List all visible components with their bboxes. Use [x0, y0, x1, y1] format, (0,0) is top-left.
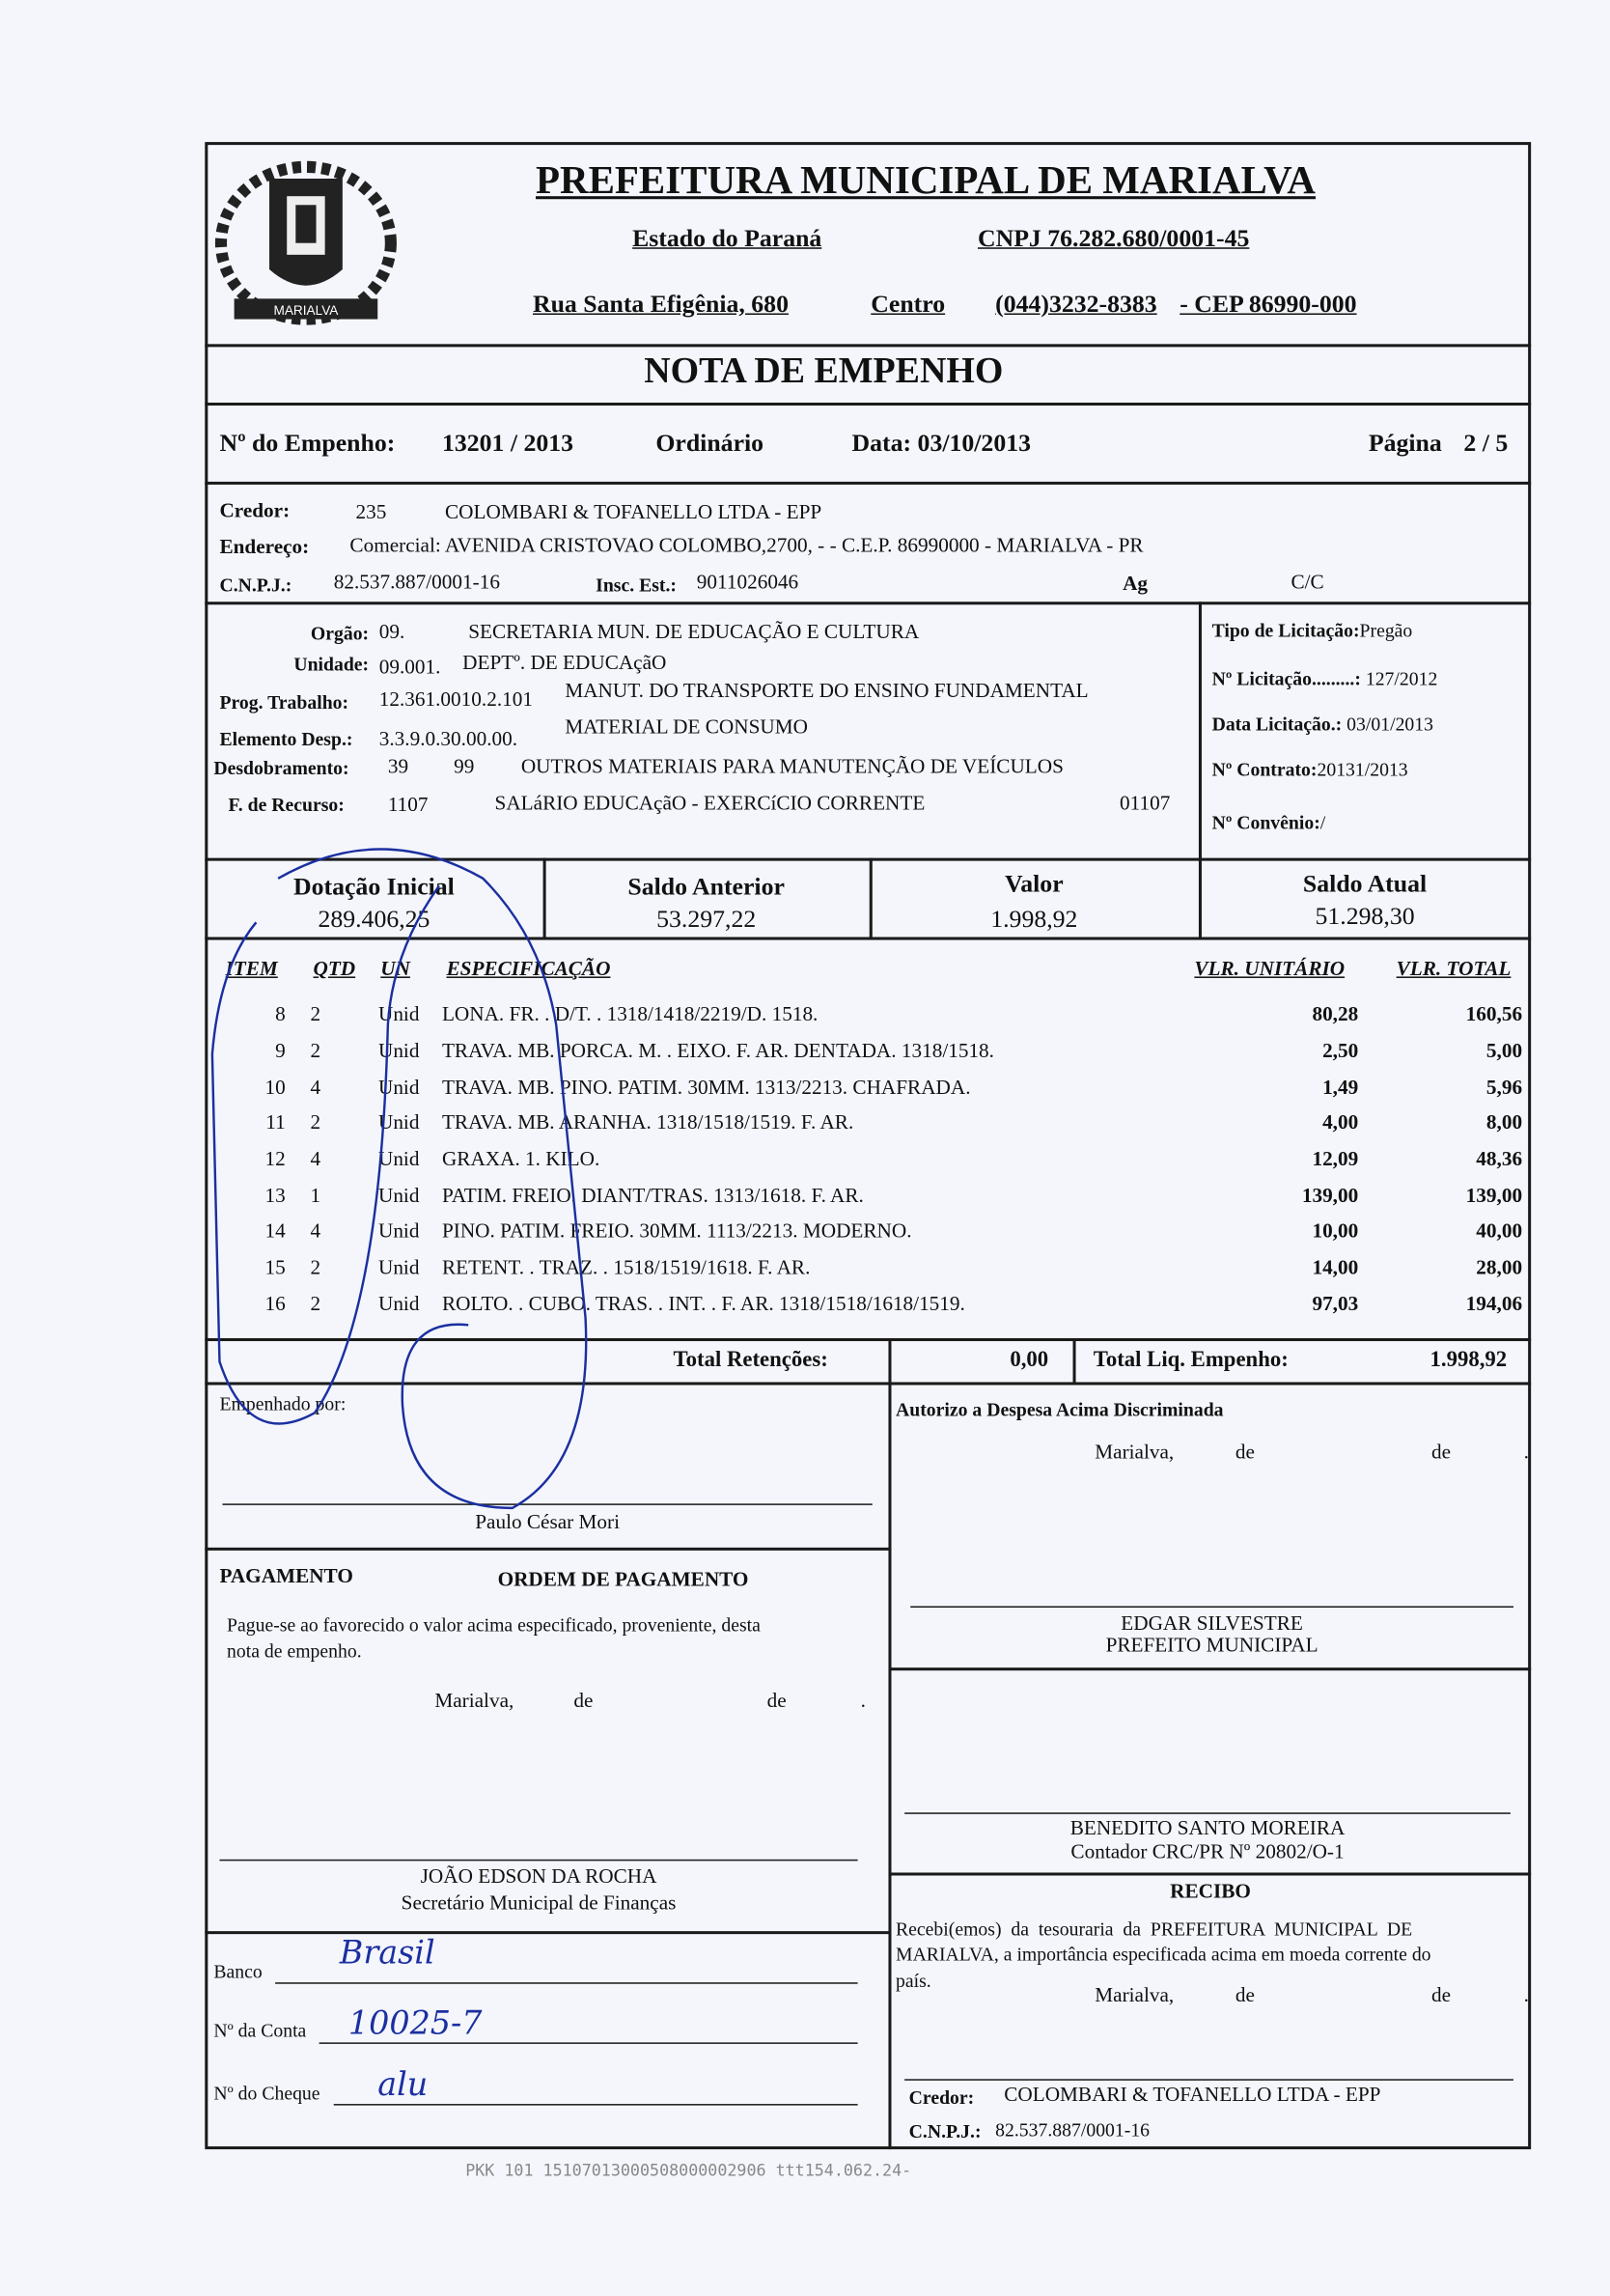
divider: [205, 937, 1531, 939]
item-spec: RETENT. . TRAZ. . 1518/1519/1618. F. AR.: [441, 1257, 811, 1280]
divider: [205, 344, 1531, 347]
item-unit-price: 10,00: [1312, 1221, 1359, 1245]
recibo-dot: .: [1523, 1985, 1529, 2007]
item-total: 5,96: [1485, 1077, 1523, 1100]
conta-line: [319, 2042, 858, 2044]
pagamento-dot: .: [860, 1691, 866, 1714]
table-row: [219, 998, 1522, 1034]
divider: [205, 1548, 890, 1551]
item-number: 12: [264, 1149, 286, 1172]
convenio-label: Nº Convênio:: [1211, 811, 1320, 833]
header-state: Estado do Paraná: [632, 224, 822, 252]
item-unit-price: 4,00: [1322, 1113, 1359, 1135]
col-especificacao: ESPECIFICAÇÃO: [446, 959, 611, 981]
item-qtd: 4: [310, 1077, 321, 1100]
divider: [205, 602, 1531, 604]
empenhado-por-name: Paulo César Mori: [475, 1512, 621, 1535]
item-number: 9: [275, 1041, 286, 1063]
credor-address: Comercial: AVENIDA CRISTOVAO COLOMBO,2700, - - C.E.P. 86990000 - MARIALVA - PR: [349, 536, 1144, 558]
autorizo-dot: .: [1523, 1442, 1529, 1465]
convenio-number: /: [1319, 811, 1326, 833]
col-un: UN: [380, 959, 410, 981]
item-number: 8: [275, 1004, 286, 1027]
tipo-licitacao: Pregão: [1359, 619, 1413, 642]
item-spec: ROLTO. . CUBO. TRAS. . INT. . F. AR. 1318/1518/1618/1519.: [441, 1294, 965, 1317]
orgao-name: SECRETARIA MUN. DE EDUCAÇÃO E CULTURA: [468, 622, 920, 645]
item-unit: Unid: [377, 1077, 420, 1100]
table-row: [219, 1035, 1522, 1071]
item-unit-price: 1,49: [1322, 1077, 1359, 1100]
orgao-label: Orgão:: [310, 622, 370, 645]
desdobramento-label: Desdobramento:: [213, 756, 349, 779]
prog-label: Prog. Trabalho:: [219, 690, 349, 714]
licitacao-date-label: Data Licitação.:: [1211, 713, 1343, 736]
item-unit: Unid: [377, 1185, 420, 1208]
signature-line: [904, 1812, 1511, 1814]
item-unit: Unid: [377, 1257, 420, 1280]
item-total: 8,00: [1485, 1113, 1523, 1135]
item-spec: GRAXA. 1. KILO.: [441, 1149, 600, 1172]
item-total: 40,00: [1476, 1221, 1523, 1245]
ordem-pagamento-label: ORDEM DE PAGAMENTO: [497, 1569, 749, 1592]
item-qtd: 4: [310, 1221, 321, 1245]
total-liquido-label: Total Liq. Empenho:: [1093, 1348, 1289, 1372]
credor-ie: 9011026046: [696, 572, 799, 595]
header-phone: (044)3232-8383: [995, 290, 1157, 319]
item-unit: Unid: [377, 1041, 420, 1063]
signature-line: [222, 1503, 872, 1505]
prog-name: MANUT. DO TRANSPORTE DO ENSINO FUNDAMENTAL: [565, 681, 1089, 703]
ag-label: Ag: [1123, 574, 1149, 597]
banco-value: Brasil: [339, 1935, 435, 1973]
dotacao-inicial-value: 289.406,25: [318, 905, 430, 933]
svg-text:MARIALVA: MARIALVA: [273, 303, 339, 319]
item-total: 139,00: [1465, 1185, 1523, 1208]
elemento-name: MATERIAL DE CONSUMO: [565, 717, 808, 740]
recibo-credor-label: Credor:: [908, 2086, 975, 2109]
table-row: [219, 1179, 1522, 1215]
banco-line: [275, 1982, 858, 1984]
secretario-role: Secretário Municipal de Finanças: [401, 1892, 677, 1916]
cnpj-label: C.N.P.J.:: [219, 574, 292, 597]
recibo-de-1: de: [1235, 1985, 1255, 2007]
recibo-text-3: país.: [896, 1969, 931, 1992]
saldo-anterior-label: Saldo Anterior: [627, 872, 785, 901]
col-qtd: QTD: [313, 959, 356, 981]
divider: [890, 1872, 1531, 1875]
item-unit-price: 80,28: [1312, 1004, 1359, 1027]
item-total: 28,00: [1476, 1257, 1523, 1280]
item-spec: TRAVA. MB. PINO. PATIM. 30MM. 1313/2213. CHAFRADA.: [441, 1077, 971, 1100]
header-address: Rua Santa Efigênia, 680: [532, 290, 789, 319]
credor-name: COLOMBARI & TOFANELLO LTDA - EPP: [444, 502, 822, 524]
recibo-title: RECIBO: [1170, 1881, 1251, 1904]
valor-label: Valor: [1005, 869, 1064, 898]
item-total: 160,56: [1465, 1004, 1523, 1027]
divider: [205, 403, 1531, 406]
autorizo-city: Marialva,: [1095, 1442, 1175, 1465]
recibo-text-1: Recebi(emos) da tesouraria da PREFEITURA MUNICIPAL DE: [896, 1918, 1413, 1941]
table-row: [219, 1143, 1522, 1179]
item-number: 10: [264, 1077, 286, 1100]
recibo-cnpj-label: C.N.P.J.:: [908, 2119, 982, 2142]
item-unit: Unid: [377, 1149, 420, 1172]
dotacao-inicial-label: Dotação Inicial: [293, 872, 455, 901]
item-qtd: 1: [310, 1185, 321, 1208]
municipal-crest-logo: [213, 153, 398, 340]
pagamento-de-2: de: [766, 1691, 787, 1714]
contador-name: BENEDITO SANTO MOREIRA: [1069, 1818, 1346, 1841]
credor-cnpj: 82.537.887/0001-16: [333, 572, 500, 595]
pagamento-city: Marialva,: [434, 1691, 514, 1714]
secretario-name: JOÃO EDSON DA ROCHA: [420, 1866, 657, 1890]
empenho-label: Nº do Empenho:: [219, 429, 396, 458]
item-qtd: 2: [310, 1113, 321, 1135]
empenho-type: Ordinário: [655, 429, 764, 458]
item-qtd: 2: [310, 1041, 321, 1063]
item-qtd: 2: [310, 1294, 321, 1317]
pagamento-label: PAGAMENTO: [219, 1566, 353, 1589]
credor-code: 235: [355, 502, 387, 524]
table-row: [219, 1251, 1522, 1287]
prefeito-name: EDGAR SILVESTRE: [1121, 1613, 1303, 1636]
desdobramento-name: OUTROS MATERIAIS PARA MANUTENÇÃO DE VEÍCULOS: [520, 756, 1064, 779]
item-unit-price: 2,50: [1322, 1041, 1359, 1063]
unidade-label: Unidade:: [293, 653, 370, 676]
signature-line: [219, 1860, 857, 1862]
divider: [205, 1931, 890, 1934]
pagamento-text-1: Pague-se ao favorecido o valor acima especificado, proveniente, desta: [227, 1613, 761, 1636]
contrato-label: Nº Contrato:: [1211, 758, 1318, 781]
page-number: 2 / 5: [1463, 429, 1509, 458]
recurso-label: F. de Recurso:: [228, 793, 345, 816]
pagamento-de-1: de: [573, 1691, 594, 1714]
prefeito-role: PREFEITO MUNICIPAL: [1105, 1635, 1319, 1658]
address-label: Endereço:: [219, 537, 310, 560]
item-number: 13: [264, 1185, 286, 1208]
empenho-number: 13201 / 2013: [441, 429, 574, 458]
item-unit-price: 14,00: [1312, 1257, 1359, 1280]
saldo-atual-value: 51.298,30: [1315, 902, 1415, 930]
desdobramento-b: 99: [454, 756, 475, 779]
cc-label: C/C: [1291, 572, 1324, 595]
tipo-licitacao-label: Tipo de Licitação:: [1211, 619, 1360, 642]
divider: [205, 858, 1531, 861]
document-title: NOTA DE EMPENHO: [644, 350, 1004, 391]
unidade-name: DEPTº. DE EDUCAçãO: [462, 653, 667, 676]
licitacao-date: 03/01/2013: [1346, 713, 1434, 736]
orgao-code: 09.: [378, 622, 405, 645]
col-item: ITEM: [225, 959, 278, 981]
footer-code: PKK 101 15107013000508000002906 ttt154.062.24-: [465, 2161, 912, 2180]
divider: [1199, 602, 1202, 859]
total-retencoes-label: Total Retenções:: [673, 1348, 828, 1372]
item-unit-price: 139,00: [1301, 1185, 1359, 1208]
divider: [205, 1382, 1531, 1385]
total-retencoes-value: 0,00: [1010, 1348, 1049, 1372]
item-unit: Unid: [377, 1004, 420, 1027]
autorizo-de-2: de: [1431, 1442, 1452, 1465]
recibo-de-2: de: [1431, 1985, 1452, 2007]
item-number: 16: [264, 1294, 286, 1317]
divider: [1073, 1338, 1076, 1382]
ie-label: Insc. Est.:: [596, 574, 677, 597]
saldo-atual-label: Saldo Atual: [1302, 869, 1428, 898]
licitacao-number: 127/2012: [1365, 667, 1438, 690]
item-qtd: 2: [310, 1004, 321, 1027]
item-spec: PINO. PATIM. FREIO. 30MM. 1113/2213. MODERNO.: [441, 1221, 912, 1245]
recibo-cnpj: 82.537.887/0001-16: [995, 2118, 1151, 2141]
divider: [890, 1667, 1531, 1670]
recurso-name: SALáRIO EDUCAçãO - EXERCíCIO CORRENTE: [494, 793, 926, 816]
item-unit-price: 12,09: [1312, 1149, 1359, 1172]
autorizo-label: Autorizo a Despesa Acima Discriminada: [896, 1398, 1224, 1420]
item-qtd: 4: [310, 1149, 321, 1172]
cheque-label: Nº do Cheque: [213, 2082, 320, 2105]
table-row: [219, 1288, 1522, 1324]
item-number: 15: [264, 1257, 286, 1280]
cheque-value: alu: [377, 2067, 429, 2105]
valor-value: 1.998,92: [990, 905, 1078, 933]
page-label: Página: [1368, 429, 1442, 458]
header-cnpj: CNPJ 76.282.680/0001-45: [977, 224, 1250, 252]
empenhado-por-label: Empenhado por:: [219, 1392, 347, 1414]
item-unit: Unid: [377, 1221, 420, 1245]
col-valor-total: VLR. TOTAL: [1396, 959, 1512, 981]
item-unit: Unid: [377, 1113, 420, 1135]
header-district: Centro: [871, 290, 946, 319]
licitacao-number-label: Nº Licitação.........:: [1211, 667, 1361, 690]
items-table: [219, 998, 1522, 1324]
table-row: [219, 1216, 1522, 1251]
divider: [205, 1338, 1531, 1341]
total-liquido-value: 1.998,92: [1430, 1348, 1508, 1372]
item-spec: LONA. FR. . D/T. . 1318/1418/2219/D. 1518.: [441, 1004, 819, 1027]
item-unit-price: 97,03: [1312, 1294, 1359, 1317]
prog-code: 12.361.0010.2.101: [378, 689, 533, 712]
elemento-code: 3.3.9.0.30.00.00.: [378, 729, 518, 751]
signature-line: [910, 1606, 1513, 1608]
item-number: 14: [264, 1221, 286, 1245]
item-qtd: 2: [310, 1257, 321, 1280]
recibo-text-2: MARIALVA, a importância especificada acima em moeda corrente do: [896, 1943, 1431, 1966]
item-spec: PATIM. FREIO. DIANT/TRAS. 1313/1618. F. AR.: [441, 1185, 864, 1208]
contrato-number: 20131/2013: [1317, 758, 1408, 781]
item-spec: TRAVA. MB. ARANHA. 1318/1518/1519. F. AR.: [441, 1113, 854, 1135]
pagamento-text-2: nota de empenho.: [227, 1639, 362, 1663]
recurso-code-2: 01107: [1120, 793, 1171, 816]
contador-role: Contador CRC/PR Nº 20802/O-1: [1070, 1841, 1345, 1864]
conta-value: 10025-7: [347, 2005, 483, 2043]
item-total: 5,00: [1485, 1041, 1523, 1063]
conta-label: Nº da Conta: [213, 2019, 307, 2041]
credor-label: Credor:: [219, 500, 291, 523]
col-valor-unitario: VLR. UNITÁRIO: [1194, 959, 1346, 981]
autorizo-de-1: de: [1235, 1442, 1255, 1465]
item-total: 194,06: [1465, 1294, 1523, 1317]
signature-line: [904, 2079, 1513, 2081]
recurso-code: 1107: [387, 795, 429, 818]
header-cep: - CEP 86990-000: [1180, 290, 1357, 319]
cheque-line: [334, 2104, 858, 2106]
divider: [888, 1338, 891, 2149]
header-title: PREFEITURA MUNICIPAL DE MARIALVA: [536, 157, 1316, 203]
desdobramento-a: 39: [387, 756, 409, 779]
item-number: 11: [265, 1113, 286, 1135]
banco-label: Banco: [213, 1960, 263, 1983]
divider: [205, 482, 1531, 485]
recibo-credor: COLOMBARI & TOFANELLO LTDA - EPP: [1004, 2085, 1381, 2108]
saldo-anterior-value: 53.297,22: [656, 905, 757, 933]
empenho-date: Data: 03/10/2013: [851, 429, 1031, 458]
item-unit: Unid: [377, 1294, 420, 1317]
elemento-label: Elemento Desp.:: [219, 727, 353, 750]
recibo-city: Marialva,: [1095, 1985, 1175, 2007]
table-row: [219, 1106, 1522, 1142]
item-total: 48,36: [1476, 1149, 1523, 1172]
unidade-code: 09.001.: [378, 657, 441, 680]
item-spec: TRAVA. MB. PORCA. M. . EIXO. F. AR. DENTADA. 1318/1518.: [441, 1041, 994, 1063]
table-row: [219, 1071, 1522, 1106]
